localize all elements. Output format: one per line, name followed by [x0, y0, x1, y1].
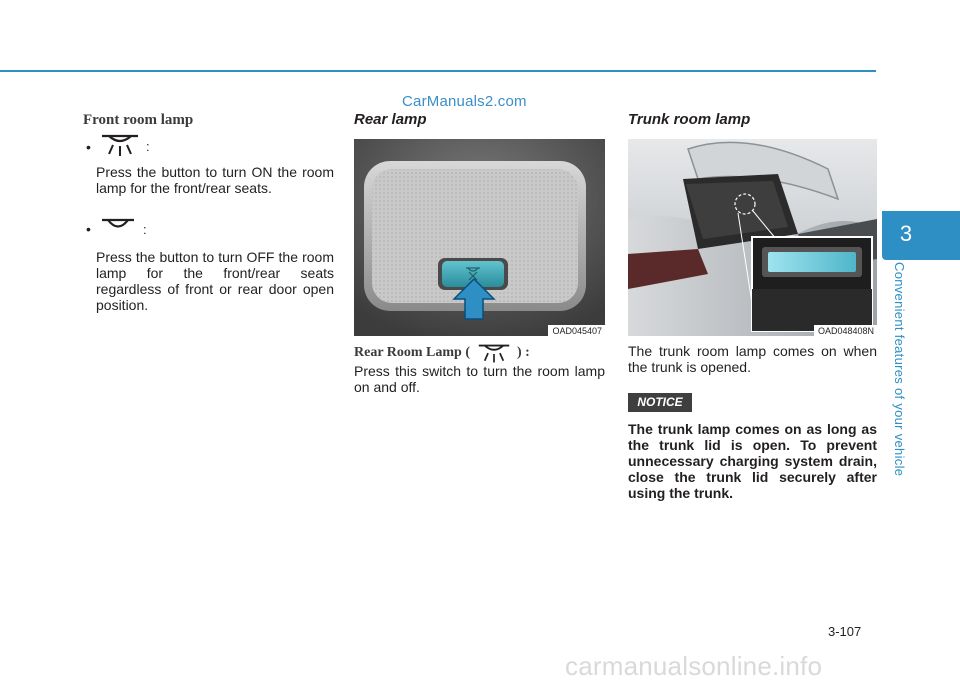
chapter-number: 3 [899, 221, 913, 246]
trunk-lamp-illustration [628, 139, 877, 336]
room-lamp-on-icon [477, 343, 511, 365]
image-caption: OAD048408N [814, 325, 877, 336]
notice-text: The trunk lamp comes on as long as the trunk lid is open. To prevent unnecessary charging system drain, close the trunk lid securely after using the trunk. [628, 421, 877, 501]
chapter-title: Convenient features of your vehicle [892, 262, 907, 477]
subheading-suffix: ) : [517, 345, 530, 360]
notice-badge: NOTICE [628, 393, 692, 412]
item2-text: Press the button to turn OFF the room lamp for the front/rear seats regardless of front or rear door open position. [96, 249, 334, 313]
subheading-prefix: Rear Room Lamp ( [354, 345, 471, 360]
rear-lamp-photo [354, 139, 605, 336]
room-lamp-on-icon [100, 133, 140, 159]
footer-watermark: carmanualsonline.info [565, 651, 823, 681]
trunk-lamp-text: The trunk room lamp comes on when the trunk is opened. [628, 343, 877, 375]
item2-colon: : [143, 222, 147, 237]
rear-lamp-heading: Rear lamp [354, 111, 427, 128]
rear-lamp-illustration [354, 139, 605, 336]
watermark-text: CarManuals2.com [402, 93, 527, 110]
front-room-lamp-heading: Front room lamp [83, 112, 194, 128]
item1-colon: : [146, 139, 150, 154]
bullet: • [86, 221, 91, 237]
item1-text: Press the button to turn ON the room lamp for the front/rear seats. [96, 164, 334, 196]
trunk-lamp-photo [628, 139, 877, 336]
image-caption: OAD045407 [548, 325, 605, 336]
room-lamp-off-icon [100, 217, 136, 237]
bullet: • [86, 139, 91, 155]
trunk-room-lamp-heading: Trunk room lamp [628, 111, 751, 128]
page-number: 3-107 [828, 624, 862, 639]
chapter-title-vertical [892, 262, 914, 492]
rear-lamp-text: Press this switch to turn the room lamp on and off. [354, 363, 605, 395]
header-rule [0, 70, 876, 72]
rear-room-lamp-subheading [354, 343, 530, 365]
